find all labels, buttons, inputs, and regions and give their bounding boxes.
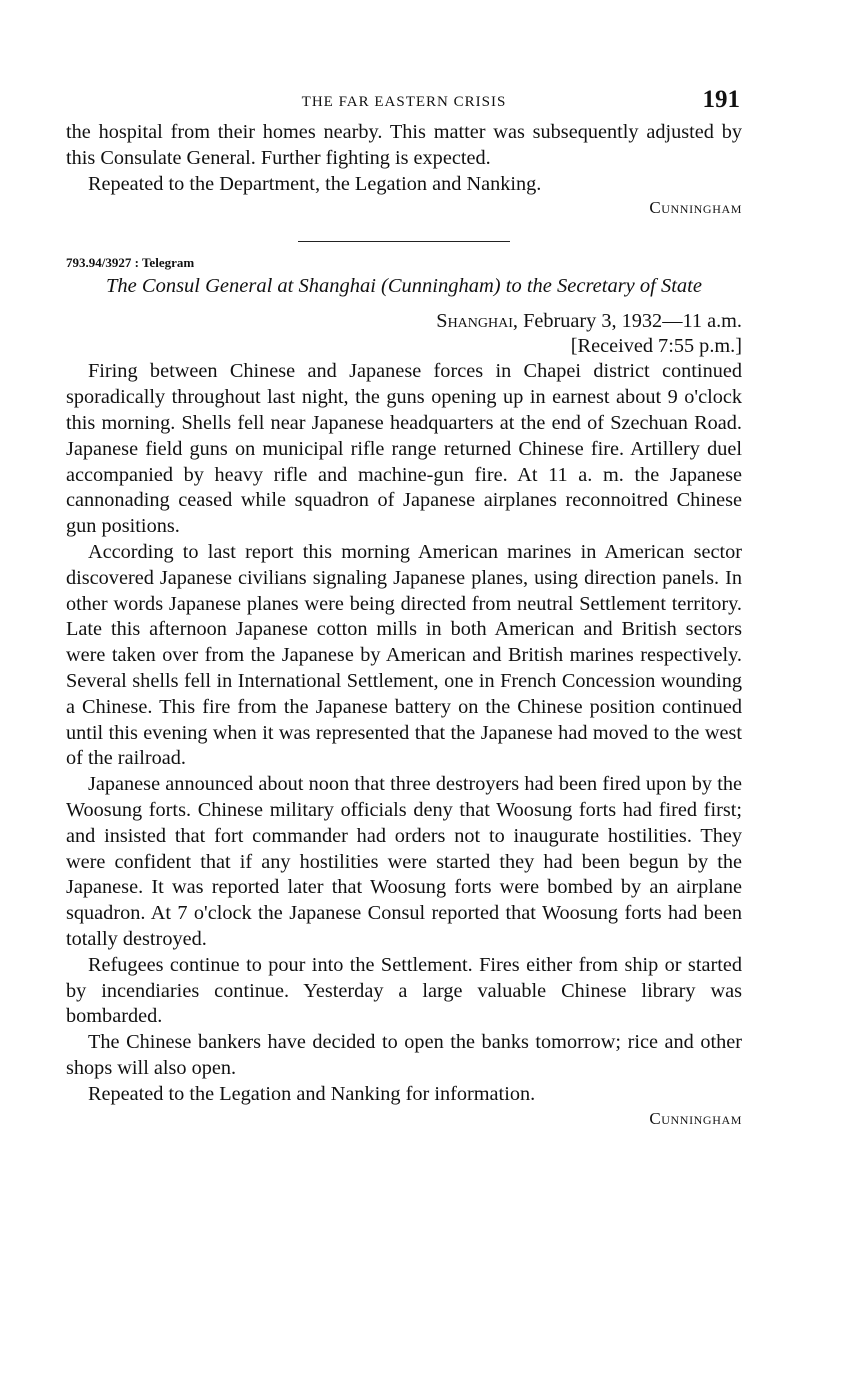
document-heading: The Consul General at Shanghai (Cunningham) to the Secretary of State <box>106 275 702 298</box>
running-title: THE FAR EASTERN CRISIS <box>301 94 507 110</box>
dateline-place: Shanghai, <box>436 310 518 333</box>
signature: Cunningham <box>649 1108 742 1128</box>
paragraph: Refugees continue to pour into the Settlement. Fires either from ship or started by incendiaries continue. Yesterday a large valuable Chinese library was bombarded. <box>66 953 742 1028</box>
previous-document-tail <box>66 120 742 197</box>
paragraph: The Chinese bankers have decided to open the banks tomorrow; rice and other shops will also open. <box>66 1031 742 1079</box>
paragraph: Firing between Chinese and Japanese forces in Chapei district continued sporadically throughout last night, the guns opening up in earnest about 9 o'clock this morning. Shells fell near Japanese headquarters at the end of Szechuan Road. Japanese field guns on municipal rifle range returned Chinese fire. Artillery duel accompanied by heavy rifle and machine-gun fire. At 11 a. m. the Japanese cannonading ceased while squadron of Japanese airplanes reconnoitred Chinese gun positions. <box>66 360 742 538</box>
page-number: 191 <box>702 86 740 113</box>
running-head <box>66 86 742 120</box>
received-note: [Received 7:55 p.m.] <box>570 335 742 358</box>
section-divider <box>298 241 510 242</box>
telegram-body <box>66 359 742 1107</box>
dateline-date: February 3, 1932—11 a.m. <box>523 310 742 333</box>
paragraph: Repeated to the Legation and Nanking for information. <box>88 1082 536 1105</box>
signature: Cunningham <box>649 198 742 218</box>
dateline <box>66 309 742 334</box>
paragraph: Repeated to the Department, the Legation and Nanking. <box>88 172 542 195</box>
paragraph: Japanese announced about noon that three destroyers had been fired upon by the Woosung forts. Chinese military officials deny that Woosung forts had fired first; and insisted that fort commander had orders not to inaugurate hostilities. They were confident that if any hostilities were started they had been begun by the Japanese. It was reported later that Woosung forts were bombed by an airplane squadron. At 7 o'clock the Japanese Consul reported that Woosung forts had been totally destroyed. <box>66 773 742 950</box>
paragraph: According to last report this morning American marines in American sector discovered Japanese civilians signaling Japanese planes, using direction panels. In other words Japanese planes were being directed from neutral Settlement territory. Late this afternoon Japanese cotton mills in both American and British sectors were taken over from the Japanese by American and British marines respectively. Several shells fell in International Settlement, one in French Concession wounding a Chinese. This fire from the Japanese battery on the Chinese position continued until this evening when it was represented that the Japanese had moved to the west of the railroad. <box>66 540 742 770</box>
document-page <box>66 86 742 1130</box>
paragraph: the hospital from their homes nearby. This matter was subsequently adjusted by this Consulate General. Further fighting is expected. <box>66 121 742 169</box>
file-number: 793.94/3927 : Telegram <box>66 255 195 271</box>
